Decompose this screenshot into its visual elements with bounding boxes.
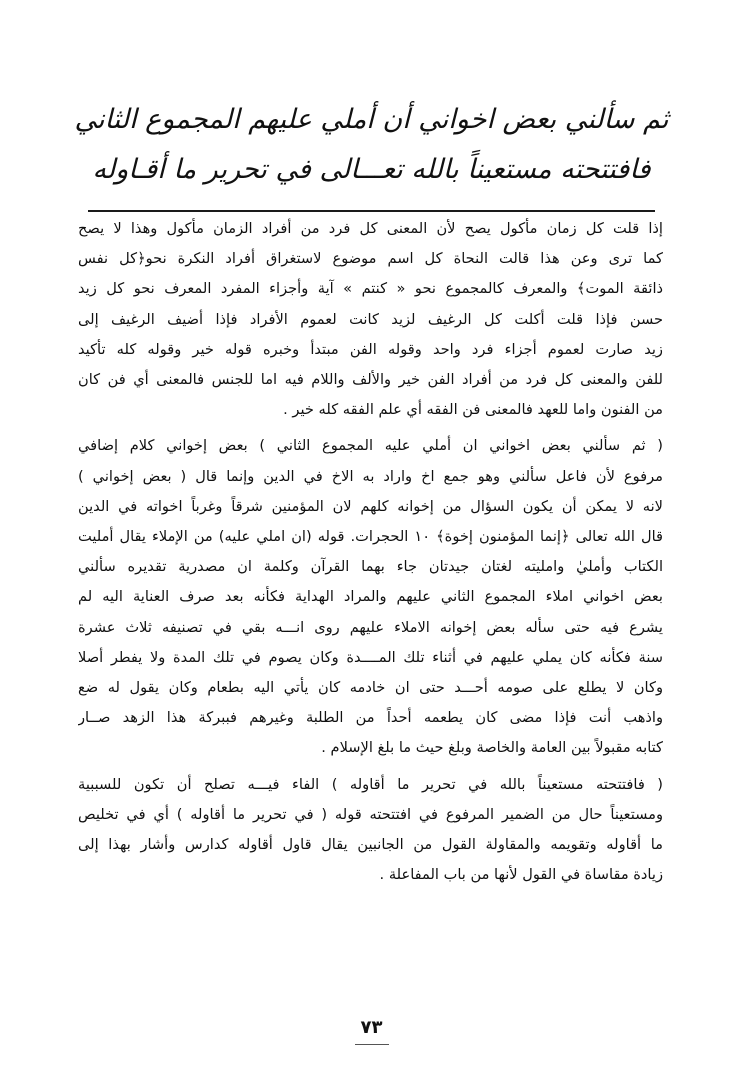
text-line: قال الله تعالى ﴿إنما المؤمنون إخوة﴾ ١٠ الحجرات. قوله (ان املي عليه) من الإملاء يقال أمليت xyxy=(78,528,663,546)
chapter-heading xyxy=(70,95,673,195)
page-number: ٧٣ xyxy=(360,1017,383,1038)
paragraph-3 xyxy=(78,770,663,891)
text-line: زيادة مقاساة في القول لأنها من باب المفاعلة . xyxy=(379,866,663,884)
text-line: الكتاب وأمليٰ وامليته لغتان جيدتان جاء بهما القرآن وكلمة ان مصدرية تقديره سألني xyxy=(78,558,663,576)
text-line: حسن فإذا قلت أكلت كل الرغيف لزيد كانت لعموم الأفراد فإذا أضيف الرغيف إلى xyxy=(78,310,663,328)
text-line: كما ترى وعن هذا قالت النحاة كل اسم موضوع لاستغراق أفراد النكرة نحو﴿كل نفس xyxy=(78,250,663,268)
heading-line-1: ثم سألني بعض اخواني أن أملي عليهم المجموع الثاني xyxy=(74,104,669,135)
text-line: إذا قلت كل زمان مأكول يصح لأن المعنى كل فرد من أفراد الزمان مأكول وهذا لا يصح xyxy=(78,220,663,237)
text-line: للفن والمعنى كل فرد من أفراد الفن خير والألف واللام فيه اما للجنس فالمعنى أي فن كان xyxy=(78,371,663,389)
commentary-body xyxy=(78,214,663,890)
paragraph-2 xyxy=(78,431,663,763)
text-line: وكان لا يطلع على صومه أحـــد حتى ان خادمه كان يأتي اليه بطعام وكان يقول له ضع xyxy=(78,679,663,697)
text-line: واذهب أنت فإذا مضى كان يطعمه أحداً من الطلبة وغيرهم فببركة هذا الزهد صــار xyxy=(78,709,663,727)
text-line: مرفوع لأن فاعل سألني وهو جمع اخ واراد به الاخ في الدين وإنما قال ( بعض إخواني ) xyxy=(78,467,663,485)
text-line: من الفنون واما للعهد فالمعنى فن الفقه أي علم الفقه كله خير . xyxy=(283,401,663,419)
text-line: ذائقة الموت﴾ والمعرف كالمجموع نحو « كنتم » آية وأجزاء المفرد المعرف نحو كل زيد xyxy=(78,280,663,298)
text-line: بعض اخواني املاء المجموع الثاني عليهم والمراد الهداية فكأنه بعد صرف العناية اليه لم xyxy=(78,588,663,606)
text-line: سنة فكأنه كان يملي عليهم في أثناء تلك المــــدة وكان يصوم في تلك المدة ولا يفطر أصلا xyxy=(78,648,663,666)
text-line: ومستعيناً حال من الضمير المرفوع في افتتحته قوله ( في تحرير ما أقاوله ) أي في تخليص xyxy=(78,805,663,823)
heading-line-2: فافتتحته مستعيناً بالله تعـــالى في تحرير ما أقـاوله xyxy=(92,154,651,185)
heading-divider xyxy=(88,210,655,212)
paragraph-1 xyxy=(78,214,663,425)
text-line: زيد صارت لعموم أجزاء فرد واحد وقوله الفن مبتدأ وخبره قوله خير وقوله كله تأكيد xyxy=(78,340,663,358)
text-line: ( فافتتحته مستعيناً بالله في تحرير ما أقاوله ) الفاء فيـــه تصلح أن تكون للسببية xyxy=(78,775,663,793)
text-line: ( ثم سألني بعض اخواني ان أملي عليه المجموع الثاني ) بعض إخواني كلام إضافي xyxy=(78,437,663,455)
text-line: لانه لا يمكن أن يكون السؤال من إخوانه كلهم لان المؤمنين شرقاً وغرباً اخواته في الدين xyxy=(78,497,663,515)
text-line: يشرع فيه حتى سأله بعض إخوانه الاملاء عليهم روى انـــه بقي في تصنيفه ثلاث عشرة xyxy=(78,618,663,636)
page-number-underline xyxy=(355,1044,389,1045)
text-line: ما أقاوله وتقويمه والمقاولة القول من الجانبين يقال قاول أقاوله كدارس وأشار بهذا إلى xyxy=(78,836,663,854)
text-line: كتابه مقبولاً بين العامة والخاصة وبلغ حيث ما بلغ الإسلام . xyxy=(321,739,663,757)
